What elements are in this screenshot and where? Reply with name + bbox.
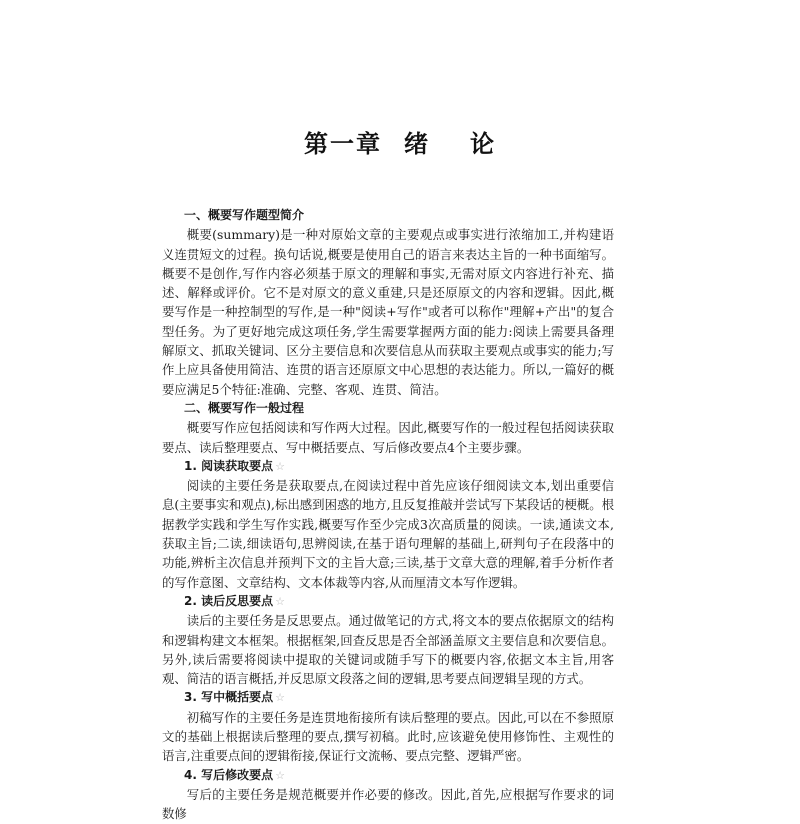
subsection-heading-label: 1. 阅读获取要点 bbox=[184, 458, 274, 473]
subsection-heading-reading bbox=[162, 457, 614, 476]
draft-paragraph: 初稿写作的主要任务是连贯地衔接所有读后整理的要点。因此,可以在不参照原文的基础上根据读后整理的要点,撰写初稿。此时,应该避免使用修饰性、主观性的语言,注重要点间的逻辑衔接,保证行文流畅、要点完整、逻辑严密。 bbox=[162, 709, 614, 764]
chapter-title-char-2: 论 bbox=[470, 130, 496, 158]
revise-paragraph: 写后的主要任务是规范概要并作必要的修改。因此,首先,应根据写作要求的词数修 bbox=[162, 786, 614, 822]
subsection-heading-reflect bbox=[162, 592, 614, 611]
subsection-heading-label: 3. 写中概括要点 bbox=[184, 690, 274, 705]
chapter-title bbox=[0, 124, 800, 159]
star-icon: ☆ bbox=[275, 459, 285, 473]
subsection-heading-draft bbox=[162, 688, 614, 707]
chapter-title-char-1: 绪 bbox=[404, 130, 430, 158]
subsection-heading-label: 2. 读后反思要点 bbox=[184, 593, 274, 608]
reflect-paragraph: 读后的主要任务是反思要点。通过做笔记的方式,将文本的要点依据原文的结构和逻辑构建文本框架。根据框架,回查反思是否全部涵盖原文主要信息和次要信息。另外,读后需要将阅读中提取的关键词或随手写下的概要内容,依据文本主旨,用客观、简洁的语言概括,并反思原文段落之间的逻辑,思考要点间逻辑呈现的方式。 bbox=[162, 613, 614, 687]
subsection-heading-label: 4. 写后修改要点 bbox=[184, 767, 274, 782]
star-icon: ☆ bbox=[275, 594, 285, 608]
subsection-heading-revise bbox=[162, 766, 614, 785]
page-body bbox=[162, 200, 614, 824]
reading-paragraph: 阅读的主要任务是获取要点,在阅读过程中首先应该仔细阅读文本,划出重要信息(主要事实和观点),标出感到困惑的地方,且反复推敲并尝试写下某段话的梗概。根据教学实践和学生写作实践,概要写作至少完成3次高质量的阅读。一读,通读文本,获取主旨;二读,细读语句,思辨阅读,在基于语句理解的基础上,研判句子在段落中的功能,辨析主次信息并预判下文的主旨大意;三读,基于文章大意的理解,着手分析作者的写作意图、文章结构、文本体裁等内容,从而厘清文本写作逻辑。 bbox=[162, 478, 614, 590]
chapter-number: 第一章 bbox=[304, 130, 382, 158]
star-icon: ☆ bbox=[275, 768, 285, 782]
section-heading-intro: 一、概要写作题型简介 bbox=[184, 208, 305, 222]
process-paragraph: 概要写作应包括阅读和写作两大过程。因此,概要写作的一般过程包括阅读获取要点、读后整理要点、写中概括要点、写后修改要点4个主要步骤。 bbox=[162, 420, 614, 455]
intro-paragraph: 概要(summary)是一种对原始文章的主要观点或事实进行浓缩加工,并构建语义连贯短文的过程。换句话说,概要是使用自己的语言来表达主旨的一种书面缩写。概要不是创作,写作内容必须基于原文的理解和事实,无需对原文内容进行补充、描述、解释或评价。它不是对原文的意义重建,只是还原原文的内容和逻辑。因此,概要写作是一种控制型的写作,是一种"阅读+写作"或者可以称作"理解+产出"的复合型任务。为了更好地完成这项任务,学生需要掌握两方面的能力:阅读上需要具备理解原文、抓取关键词、区分主要信息和次要信息从而获取主要观点或事实的能力;写作上应具备使用简洁、连贯的语言还原原文中心思想的表达能力。所以,一篇好的概要应满足5个特征:准确、完整、客观、连贯、简洁。 bbox=[162, 227, 614, 397]
star-icon: ☆ bbox=[275, 691, 285, 705]
section-heading-process: 二、概要写作一般过程 bbox=[184, 400, 305, 415]
